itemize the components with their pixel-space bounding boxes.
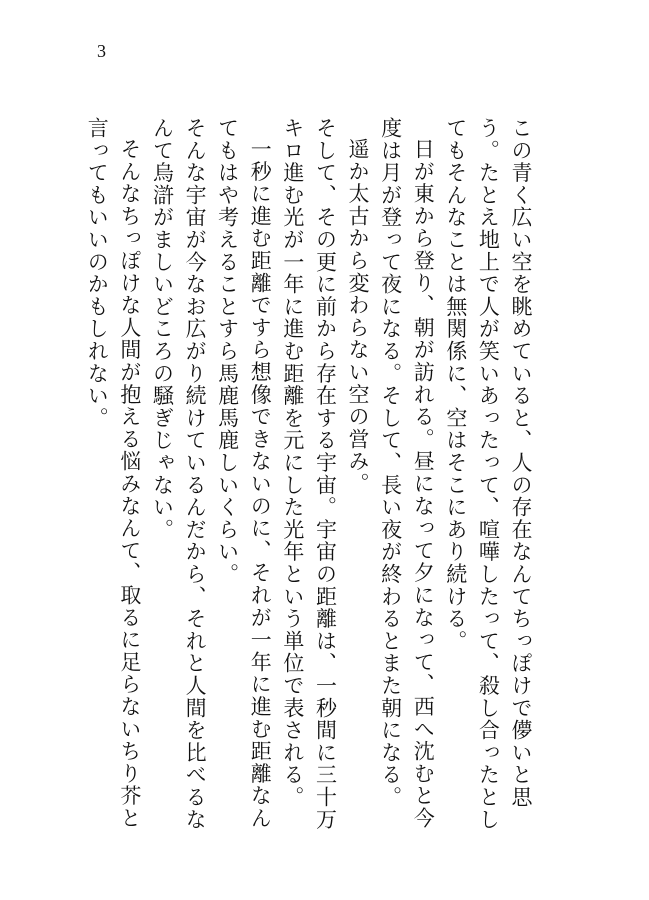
vertical-body-text: [85, 117, 537, 837]
paragraph-5: 一秒に進む距離ですら想像できないのに、それが一年に進む距離なんてもはや考えることすら馬鹿馬鹿しいくらい。: [215, 117, 273, 830]
page-number: 3: [97, 41, 106, 61]
paragraph-1: この青く広い空を眺めていると、人の存在なんてちっぽけで儚いと思う。たとえ地上で人が笑いあったって、喧嘩したって、殺し合ったとしてもそんなことは無関係に、空はそこにあり続ける。: [443, 117, 533, 831]
paragraph-3: 遥か太古から変わらない空の営み。: [346, 138, 371, 495]
paragraph-2: 日が東から登り、朝が訪れる。昼になって夕になって、西へ沈むと今度は月が登って夜になる。そして、長い夜が終わるとまた朝になる。: [378, 117, 436, 830]
paragraph-4: そして、その更に前から存在する宇宙。宇宙の距離は、一秒間に三十万キロ進む光が一年に進む距離を元にした光年という単位で表される。: [280, 117, 338, 831]
paragraph-6: そんな宇宙が今なお広がり続けているんだから、それと人間を比べるなんて烏滸がましいどころの騒ぎじゃない。: [150, 117, 208, 831]
paragraph-7: そんなちっぽけな人間が抱える悩みなんて、取るに足らないちり芥と言ってもいいのかもしれない。: [85, 117, 142, 830]
